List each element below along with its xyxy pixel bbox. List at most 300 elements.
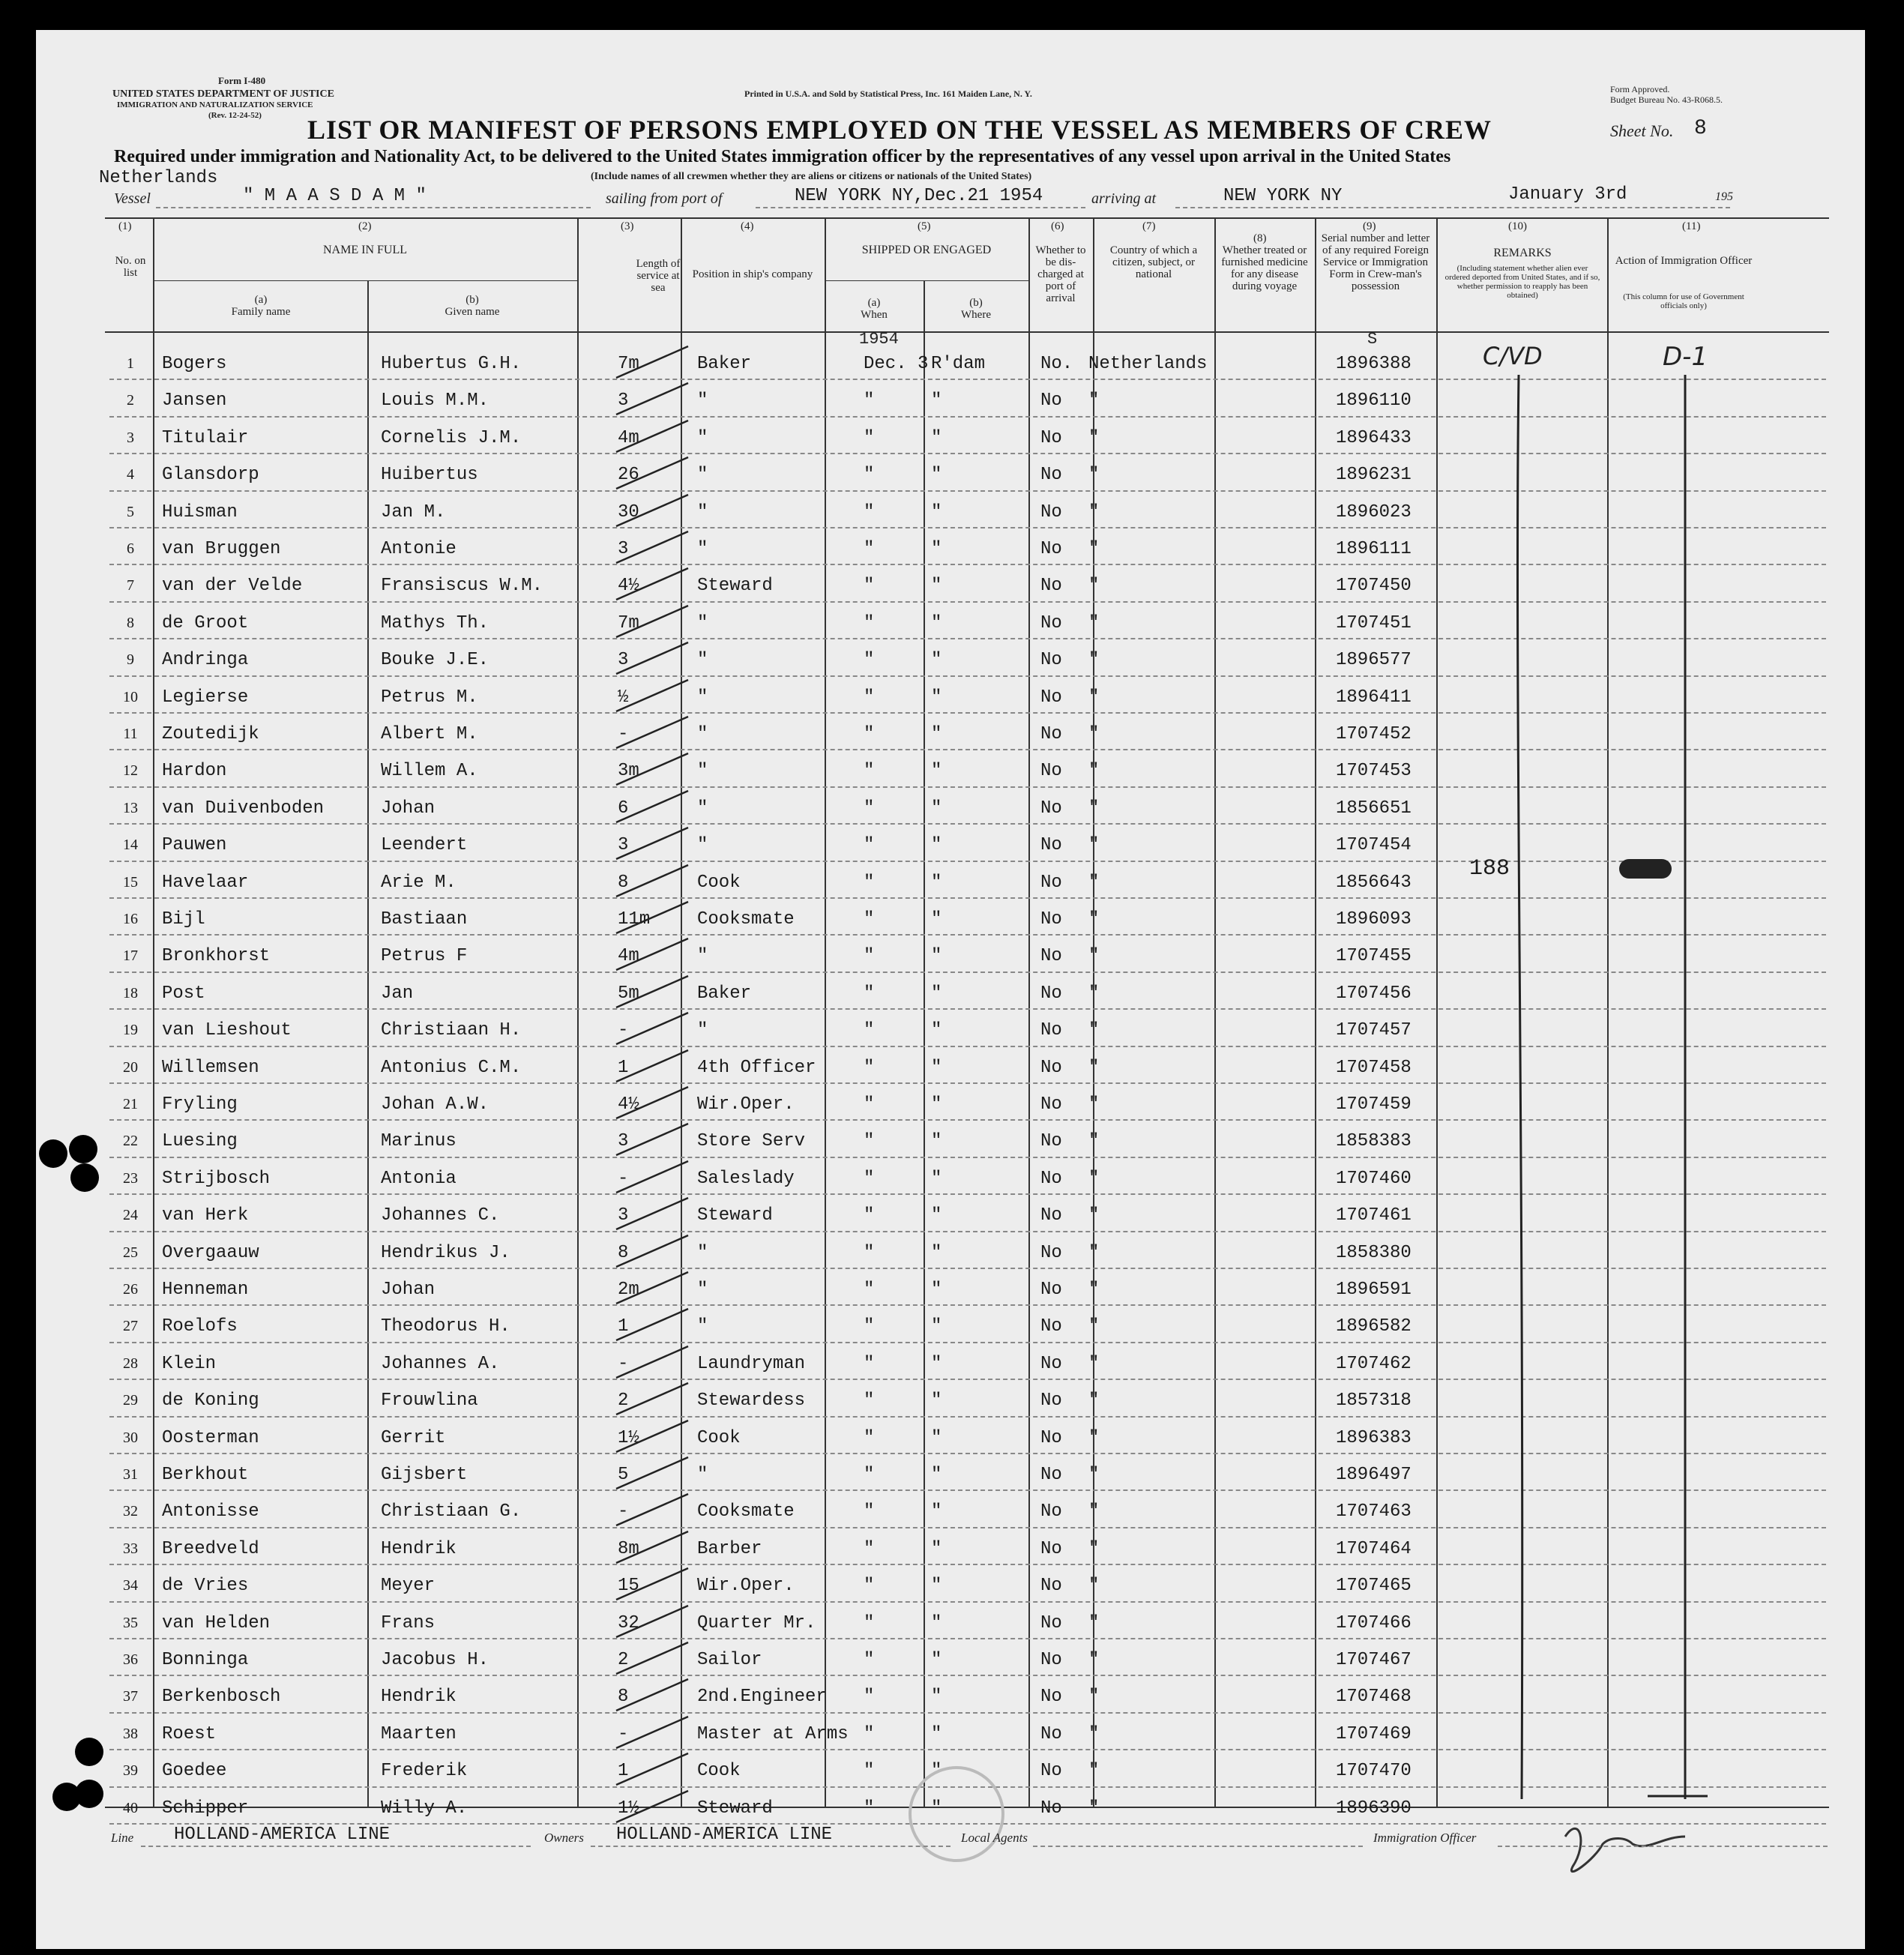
cell-serial: 1707451: [1336, 612, 1412, 633]
year-suffix: 195: [1715, 190, 1733, 203]
cell-when: ": [864, 1650, 875, 1670]
cell-where: ": [931, 909, 942, 930]
cell-family: Klein: [162, 1353, 217, 1374]
cell-where: ": [931, 1391, 942, 1412]
cell-country: ": [1088, 835, 1100, 856]
cell-position: ": [697, 1316, 708, 1337]
cell-given: Theodorus H.: [381, 1316, 510, 1337]
cell-where: ": [931, 835, 942, 856]
cell-no: 24: [123, 1207, 138, 1224]
vessel-label: Vessel: [114, 190, 151, 207]
cell-serial: 1707463: [1336, 1501, 1412, 1522]
cell-country: ": [1088, 1242, 1100, 1263]
cell-where: ": [931, 612, 942, 633]
col-when-letter: (a): [867, 297, 881, 309]
cell-country: ": [1088, 1612, 1100, 1633]
cell-given: Johan: [381, 798, 436, 819]
cell-serial: 1896582: [1336, 1316, 1412, 1337]
cell-disch: No: [1040, 1131, 1062, 1152]
include-note: (Include names of all crewmen whether they are aliens or citizens or nationals of the United States): [591, 171, 1032, 182]
cell-disch: No: [1040, 1501, 1062, 1522]
cell-disch: No: [1040, 687, 1062, 708]
sheet-number: 8: [1694, 117, 1707, 140]
cell-serial: 1707464: [1336, 1538, 1412, 1559]
cell-when: ": [864, 761, 875, 782]
punch-hole: [70, 1163, 99, 1192]
cell-disch: No: [1040, 391, 1062, 412]
cell-serial: 1707460: [1336, 1168, 1412, 1189]
col-where-header: Where: [961, 309, 991, 321]
manifest-title: LIST OR MANIFEST OF PERSONS EMPLOYED ON THE VESSEL AS MEMBERS OF CREW: [307, 115, 1492, 145]
cell-when: ": [864, 1168, 875, 1189]
cell-disch: No: [1040, 761, 1062, 782]
cell-position: ": [697, 427, 708, 448]
cell-country: ": [1088, 427, 1100, 448]
cell-disch: No: [1040, 724, 1062, 744]
cell-serial: 1896591: [1336, 1280, 1412, 1300]
cell-serial: 1707454: [1336, 835, 1412, 856]
cell-where: ": [931, 1687, 942, 1708]
cell-where: ": [931, 798, 942, 819]
vessel-name: " M A A S D A M ": [243, 186, 427, 206]
cell-when: ": [864, 946, 875, 967]
cell-no: 35: [123, 1614, 138, 1631]
cell-serial: 1896411: [1336, 687, 1412, 708]
cell-family: van Herk: [162, 1205, 249, 1226]
cell-no: 36: [123, 1651, 138, 1668]
cell-length: -: [618, 724, 629, 744]
cell-disch: No: [1040, 1538, 1062, 1559]
cell-family: Bonninga: [162, 1650, 249, 1670]
cell-family: Schipper: [162, 1798, 249, 1819]
col-action-note: (This column for use of Government officials only): [1623, 292, 1744, 310]
col-action-header: Action of Immigration Officer: [1615, 255, 1753, 267]
cell-length: ½: [618, 687, 629, 708]
cell-serial: 1857318: [1336, 1391, 1412, 1412]
cell-where: ": [931, 724, 942, 744]
cell-no: 7: [127, 577, 134, 594]
cell-given: Johan A.W.: [381, 1094, 489, 1115]
cell-position: Wir.Oper.: [697, 1576, 795, 1597]
cell-where: ": [931, 1131, 942, 1152]
owners-name: HOLLAND-AMERICA LINE: [616, 1825, 833, 1845]
manifest-subtitle: Required under immigration and Nationality Act, to be delivered to the United States immigration officer by the representatives of any vessel upon arrival in the United States: [114, 147, 1451, 166]
cell-position: Cook: [697, 1761, 741, 1782]
col-when-header: When: [861, 309, 888, 321]
cell-position: ": [697, 761, 708, 782]
cell-given: Jan: [381, 983, 414, 1004]
cell-serial: 1707467: [1336, 1650, 1412, 1670]
cell-country: ": [1088, 1094, 1100, 1115]
cell-given: Johannes A.: [381, 1353, 500, 1374]
cell-given: Jan M.: [381, 501, 446, 522]
cell-given: Fransiscus W.M.: [381, 576, 543, 597]
col-11-number: (11): [1682, 220, 1701, 232]
cell-disch: No: [1040, 1723, 1062, 1744]
cell-disch: No: [1040, 798, 1062, 819]
cell-family: Bogers: [162, 354, 227, 374]
cell-disch: No: [1040, 501, 1062, 522]
cell-country: ": [1088, 1280, 1100, 1300]
cell-where: ": [931, 1353, 942, 1374]
cell-given: Frans: [381, 1612, 436, 1633]
cell-length: 5m: [618, 983, 639, 1004]
service: IMMIGRATION AND NATURALIZATION SERVICE: [117, 100, 313, 109]
sailing-label: sailing from port of: [606, 190, 723, 207]
cell-family: Huisman: [162, 501, 238, 522]
col-shipped-header: SHIPPED OR ENGAGED: [861, 244, 992, 256]
cell-family: de Vries: [162, 1576, 249, 1597]
cell-where: ": [931, 1057, 942, 1078]
cell-family: Havelaar: [162, 872, 249, 893]
cell-family: de Groot: [162, 612, 249, 633]
cell-length: 8: [618, 872, 629, 893]
cell-length: 8: [618, 1242, 629, 1263]
cell-given: Hubertus G.H.: [381, 354, 522, 374]
cell-where: ": [931, 1316, 942, 1337]
cell-family: Roest: [162, 1723, 217, 1744]
cell-no: 10: [123, 688, 138, 705]
cell-disch: No: [1040, 1353, 1062, 1374]
cell-serial: 1896577: [1336, 650, 1412, 671]
cell-serial: 1707452: [1336, 724, 1412, 744]
nationality: Netherlands: [99, 168, 218, 188]
cell-when: ": [864, 1427, 875, 1448]
cell-country: ": [1088, 761, 1100, 782]
cell-disch: No: [1040, 1242, 1062, 1263]
cell-length: 2: [618, 1391, 629, 1412]
cell-disch: No: [1040, 1205, 1062, 1226]
cell-length: -: [618, 1020, 629, 1041]
cell-where: ": [931, 1465, 942, 1485]
cell-length: 3m: [618, 761, 639, 782]
cell-where: ": [931, 1427, 942, 1448]
cell-family: Fryling: [162, 1094, 238, 1115]
cell-disch: No: [1040, 1280, 1062, 1300]
cell-where: ": [931, 465, 942, 486]
cell-given: Gerrit: [381, 1427, 446, 1448]
cell-position: ": [697, 1242, 708, 1263]
cell-no: 18: [123, 984, 138, 1001]
cell-where: ": [931, 1538, 942, 1559]
cell-no: 37: [123, 1688, 138, 1705]
cell-serial: 1707457: [1336, 1020, 1412, 1041]
cell-length: -: [618, 1168, 629, 1189]
cell-disch: No.: [1040, 354, 1073, 374]
col-9-number: (9): [1363, 220, 1376, 232]
officer-label: Immigration Officer: [1373, 1831, 1477, 1845]
cell-family: Post: [162, 983, 205, 1004]
cell-disch: No: [1040, 576, 1062, 597]
year-1954: 1954: [859, 330, 899, 349]
cell-when: ": [864, 1761, 875, 1782]
cell-family: Oosterman: [162, 1427, 259, 1448]
cell-length: -: [618, 1501, 629, 1522]
cell-given: Maarten: [381, 1723, 457, 1744]
col-5-number: (5): [918, 220, 931, 232]
cell-when: Dec. 3: [864, 354, 929, 374]
cell-where: ": [931, 1798, 942, 1819]
cell-disch: No: [1040, 1168, 1062, 1189]
cell-when: ": [864, 1131, 875, 1152]
cell-country: ": [1088, 539, 1100, 559]
cell-where: ": [931, 1723, 942, 1744]
cell-family: Willemsen: [162, 1057, 259, 1078]
cell-position: Cook: [697, 1427, 741, 1448]
cell-country: ": [1088, 1353, 1100, 1374]
cell-disch: No: [1040, 909, 1062, 930]
col-name-header: NAME IN FULL: [323, 244, 407, 256]
cell-position: Store Serv: [697, 1131, 806, 1152]
cell-family: Goedee: [162, 1761, 227, 1782]
cell-serial: 1707459: [1336, 1094, 1412, 1115]
cell-country: Netherlands: [1088, 354, 1208, 374]
cell-country: ": [1088, 798, 1100, 819]
cell-given: Jacobus H.: [381, 1650, 489, 1670]
cell-when: ": [864, 835, 875, 856]
cell-no: 22: [123, 1133, 138, 1150]
cell-family: Berkhout: [162, 1465, 249, 1485]
cell-disch: No: [1040, 427, 1062, 448]
cell-country: ": [1088, 687, 1100, 708]
punch-hole: [39, 1139, 67, 1168]
cell-given: Antonius C.M.: [381, 1057, 522, 1078]
cell-country: ": [1088, 501, 1100, 522]
cell-country: ": [1088, 1465, 1100, 1485]
cell-family: Breedveld: [162, 1538, 259, 1559]
cell-disch: No: [1040, 1057, 1062, 1078]
cell-country: ": [1088, 1205, 1100, 1226]
cell-position: Baker: [697, 983, 752, 1004]
cell-position: Steward: [697, 576, 773, 597]
cell-no: 4: [127, 466, 134, 484]
cell-given: Meyer: [381, 1576, 436, 1597]
cell-given: Hendrikus J.: [381, 1242, 510, 1263]
cell-serial: 1856643: [1336, 872, 1412, 893]
cell-no: 12: [123, 762, 138, 780]
cell-when: ": [864, 1723, 875, 1744]
cell-position: Steward: [697, 1205, 773, 1226]
cell-when: ": [864, 427, 875, 448]
cell-length: 4m: [618, 946, 639, 967]
cell-serial: 1896383: [1336, 1427, 1412, 1448]
arrival-date: January 3rd: [1508, 184, 1627, 205]
cell-country: ": [1088, 1020, 1100, 1041]
cell-no: 8: [127, 614, 134, 631]
cell-country: ": [1088, 1427, 1100, 1448]
cell-country: ": [1088, 1538, 1100, 1559]
cell-serial: 1896093: [1336, 909, 1412, 930]
cell-when: ": [864, 650, 875, 671]
hand-strokes: [36, 30, 1865, 1949]
cell-when: ": [864, 1353, 875, 1374]
cell-length: 3: [618, 539, 629, 559]
form-approved: Form Approved.: [1610, 84, 1670, 94]
cell-given: Christiaan H.: [381, 1020, 522, 1041]
col-position-header: Position in ship's company: [692, 268, 813, 280]
cell-disch: No: [1040, 946, 1062, 967]
cell-family: van der Velde: [162, 576, 303, 597]
cell-when: ": [864, 872, 875, 893]
cell-given: Gijsbert: [381, 1465, 468, 1485]
cell-country: ": [1088, 1650, 1100, 1670]
cell-given: Arie M.: [381, 872, 457, 893]
cell-where: ": [931, 650, 942, 671]
cell-given: Frouwlina: [381, 1391, 478, 1412]
col-6-number: (6): [1051, 220, 1064, 232]
sheet-label: Sheet No.: [1610, 121, 1674, 140]
cell-no: 39: [123, 1762, 138, 1780]
cell-no: 14: [123, 837, 138, 854]
cell-serial: 1707470: [1336, 1761, 1412, 1782]
cell-serial: 1896497: [1336, 1465, 1412, 1485]
cell-disch: No: [1040, 612, 1062, 633]
cell-serial: 1707453: [1336, 761, 1412, 782]
cell-family: Pauwen: [162, 835, 227, 856]
cell-when: ": [864, 1205, 875, 1226]
department: UNITED STATES DEPARTMENT OF JUSTICE: [112, 88, 334, 100]
cell-family: Legierse: [162, 687, 249, 708]
cell-length: 4½: [618, 576, 639, 597]
cell-length: 7m: [618, 354, 639, 374]
cell-position: Wir.Oper.: [697, 1094, 795, 1115]
cell-when: ": [864, 1316, 875, 1337]
cell-where: ": [931, 1168, 942, 1189]
cell-serial: 1707468: [1336, 1687, 1412, 1708]
cell-where: ": [931, 1761, 942, 1782]
cell-no: 30: [123, 1429, 138, 1446]
cell-country: ": [1088, 612, 1100, 633]
cell-when: ": [864, 576, 875, 597]
col-given-letter: (b): [466, 294, 479, 306]
cell-length: 3: [618, 835, 629, 856]
cell-when: ": [864, 1057, 875, 1078]
cell-disch: No: [1040, 1798, 1062, 1819]
cell-where: ": [931, 1020, 942, 1041]
cell-no: 21: [123, 1096, 138, 1112]
cell-serial: 1707458: [1336, 1057, 1412, 1078]
cell-no: 13: [123, 799, 138, 816]
cell-length: -: [618, 1723, 629, 1744]
owners-label: Owners: [544, 1831, 584, 1845]
cell-serial: 1707469: [1336, 1723, 1412, 1744]
cell-when: ": [864, 1538, 875, 1559]
cell-country: ": [1088, 1057, 1100, 1078]
official-stamp: [909, 1766, 1004, 1862]
cell-country: ": [1088, 391, 1100, 412]
cell-family: Glansdorp: [162, 465, 259, 486]
cell-family: Berkenbosch: [162, 1687, 281, 1708]
cell-no: 2: [127, 392, 134, 409]
cell-given: Willem A.: [381, 761, 478, 782]
cell-given: Huibertus: [381, 465, 478, 486]
cell-position: Barber: [697, 1538, 762, 1559]
cell-family: Luesing: [162, 1131, 238, 1152]
cell-when: ": [864, 983, 875, 1004]
cell-where: ": [931, 539, 942, 559]
cell-when: ": [864, 798, 875, 819]
action-annotation: D-1: [1663, 342, 1708, 372]
cell-position: ": [697, 465, 708, 486]
cell-disch: No: [1040, 1576, 1062, 1597]
cell-country: ": [1088, 909, 1100, 930]
cell-length: 1½: [618, 1798, 639, 1819]
cell-when: ": [864, 1242, 875, 1263]
cell-serial: 1896433: [1336, 427, 1412, 448]
cell-no: 20: [123, 1058, 138, 1076]
cell-no: 27: [123, 1318, 138, 1335]
cell-position: 2nd.Engineer: [697, 1687, 827, 1708]
cell-length: 1: [618, 1761, 629, 1782]
cell-disch: No: [1040, 1427, 1062, 1448]
cell-disch: No: [1040, 1316, 1062, 1337]
cell-when: ": [864, 724, 875, 744]
line-name: HOLLAND-AMERICA LINE: [174, 1825, 391, 1845]
cell-when: ": [864, 1576, 875, 1597]
cell-when: ": [864, 501, 875, 522]
cell-where: ": [931, 1094, 942, 1115]
arriving-at: NEW YORK NY: [1223, 186, 1343, 206]
cell-no: 40: [123, 1799, 138, 1816]
cell-where: ": [931, 1242, 942, 1263]
cell-country: ": [1088, 946, 1100, 967]
cell-length: 2: [618, 1650, 629, 1670]
cell-position: Laundryman: [697, 1353, 806, 1374]
cell-family: Strijbosch: [162, 1168, 271, 1189]
cell-family: Jansen: [162, 391, 227, 412]
cell-country: ": [1088, 1798, 1100, 1819]
cell-position: Sailor: [697, 1650, 762, 1670]
cell-where: ": [931, 1280, 942, 1300]
cell-position: ": [697, 539, 708, 559]
cell-family: Bronkhorst: [162, 946, 271, 967]
manifest-sheet: [36, 30, 1865, 1949]
cell-disch: No: [1040, 1612, 1062, 1633]
cell-family: Antonisse: [162, 1501, 259, 1522]
cell-family: van Duivenboden: [162, 798, 325, 819]
col-3-number: (3): [621, 220, 634, 232]
cell-family: Roelofs: [162, 1316, 238, 1337]
cell-where: ": [931, 1576, 942, 1597]
cell-no: 1: [127, 355, 134, 372]
cell-disch: No: [1040, 983, 1062, 1004]
cell-family: Overgaauw: [162, 1242, 259, 1263]
cell-position: ": [697, 946, 708, 967]
cell-no: 23: [123, 1169, 138, 1187]
cell-no: 3: [127, 429, 134, 446]
col-4-number: (4): [741, 220, 754, 232]
col-discharged-header: Whether to be dis-charged at port of arrival: [1035, 244, 1086, 304]
cell-no: 31: [123, 1466, 138, 1483]
cell-country: ": [1088, 1723, 1100, 1744]
cell-country: ": [1088, 465, 1100, 486]
cell-when: ": [864, 612, 875, 633]
cell-length: 8: [618, 1687, 629, 1708]
cell-when: ": [864, 539, 875, 559]
cell-serial: 1896111: [1336, 539, 1412, 559]
punch-hole: [75, 1780, 103, 1808]
cell-position: ": [697, 650, 708, 671]
cell-length: 32: [618, 1612, 639, 1633]
cell-serial: 1896110: [1336, 391, 1412, 412]
cell-given: Johannes C.: [381, 1205, 500, 1226]
cell-family: Andringa: [162, 650, 249, 671]
cell-given: Frederik: [381, 1761, 468, 1782]
cell-given: Antonia: [381, 1168, 457, 1189]
cell-length: 5: [618, 1465, 629, 1485]
cell-position: ": [697, 612, 708, 633]
cell-serial: 1858380: [1336, 1242, 1412, 1263]
